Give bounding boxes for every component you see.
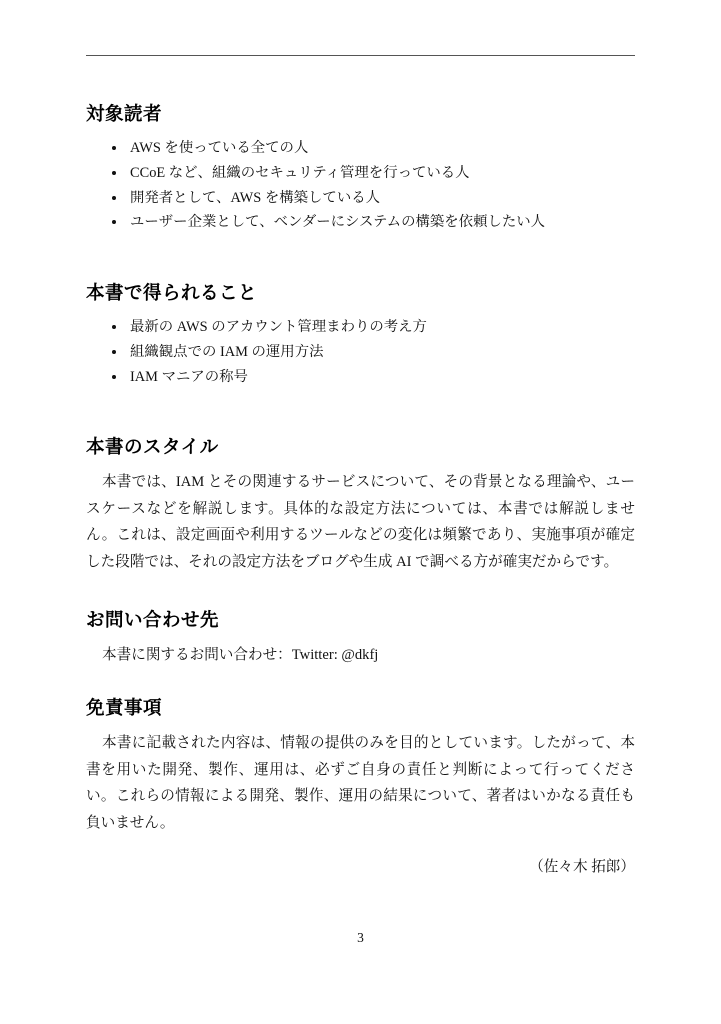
section-contact — [86, 606, 635, 669]
section-book-style — [86, 433, 635, 575]
list-item: CCoE など、組織のセキュリティ管理を行っている人 — [112, 161, 635, 186]
section-heading: お問い合わせ先 — [86, 609, 220, 631]
spacer — [86, 265, 635, 279]
list-item: 組織観点での IAM の運用方法 — [112, 340, 635, 365]
section-paragraph: 本書に記載された内容は、情報の提供のみを目的としています。したがって、本書を用いた開発、製作、運用は、必ずご自身の責任と判断によって行ってください。これらの情報による開発、製作、運用の結果について、著者はいかなる責任も負いません。 — [86, 735, 635, 831]
section-heading: 対象読者 — [86, 104, 163, 125]
page-content — [86, 55, 635, 907]
list-item: IAM マニアの称号 — [112, 365, 635, 390]
list-item: 開発者として、AWS を構築している人 — [112, 186, 635, 211]
list-item: 最新の AWS のアカウント管理まわりの考え方 — [112, 315, 635, 340]
section-heading: 本書のスタイル — [86, 437, 219, 459]
page-number: 3 — [357, 930, 364, 945]
section-heading: 免責事項 — [86, 698, 163, 720]
section-heading: 本書で得られること — [86, 283, 258, 305]
section-paragraph: 本書では、IAM とその関連するサービスについて、その背景となる理論や、ユースケースなどを解説します。具体的な設定方法については、本書では解説しません。これは、設定画面や利用するツールなどの変化は頻繁であり、実施事項が確定した段階では、それの設定方法をブログや生成 AI で調べる方が確実だからです。 — [86, 474, 635, 570]
spacer — [86, 419, 635, 433]
section-disclaimer — [86, 694, 635, 880]
section-paragraph: 本書に関するお問い合わせ：Twitter: @dkfj — [102, 646, 379, 663]
section-what-you-gain — [86, 279, 635, 389]
list-item: AWS を使っている全ての人 — [112, 136, 635, 161]
section-target-readers — [86, 100, 635, 235]
author-signature: （佐々木 拓郎） — [529, 859, 635, 876]
list-item: ユーザー企業として、ベンダーにシステムの構築を依頼したい人 — [112, 210, 635, 235]
target-readers-list — [86, 136, 635, 235]
what-you-gain-list — [86, 315, 635, 389]
header-rule — [86, 55, 635, 56]
